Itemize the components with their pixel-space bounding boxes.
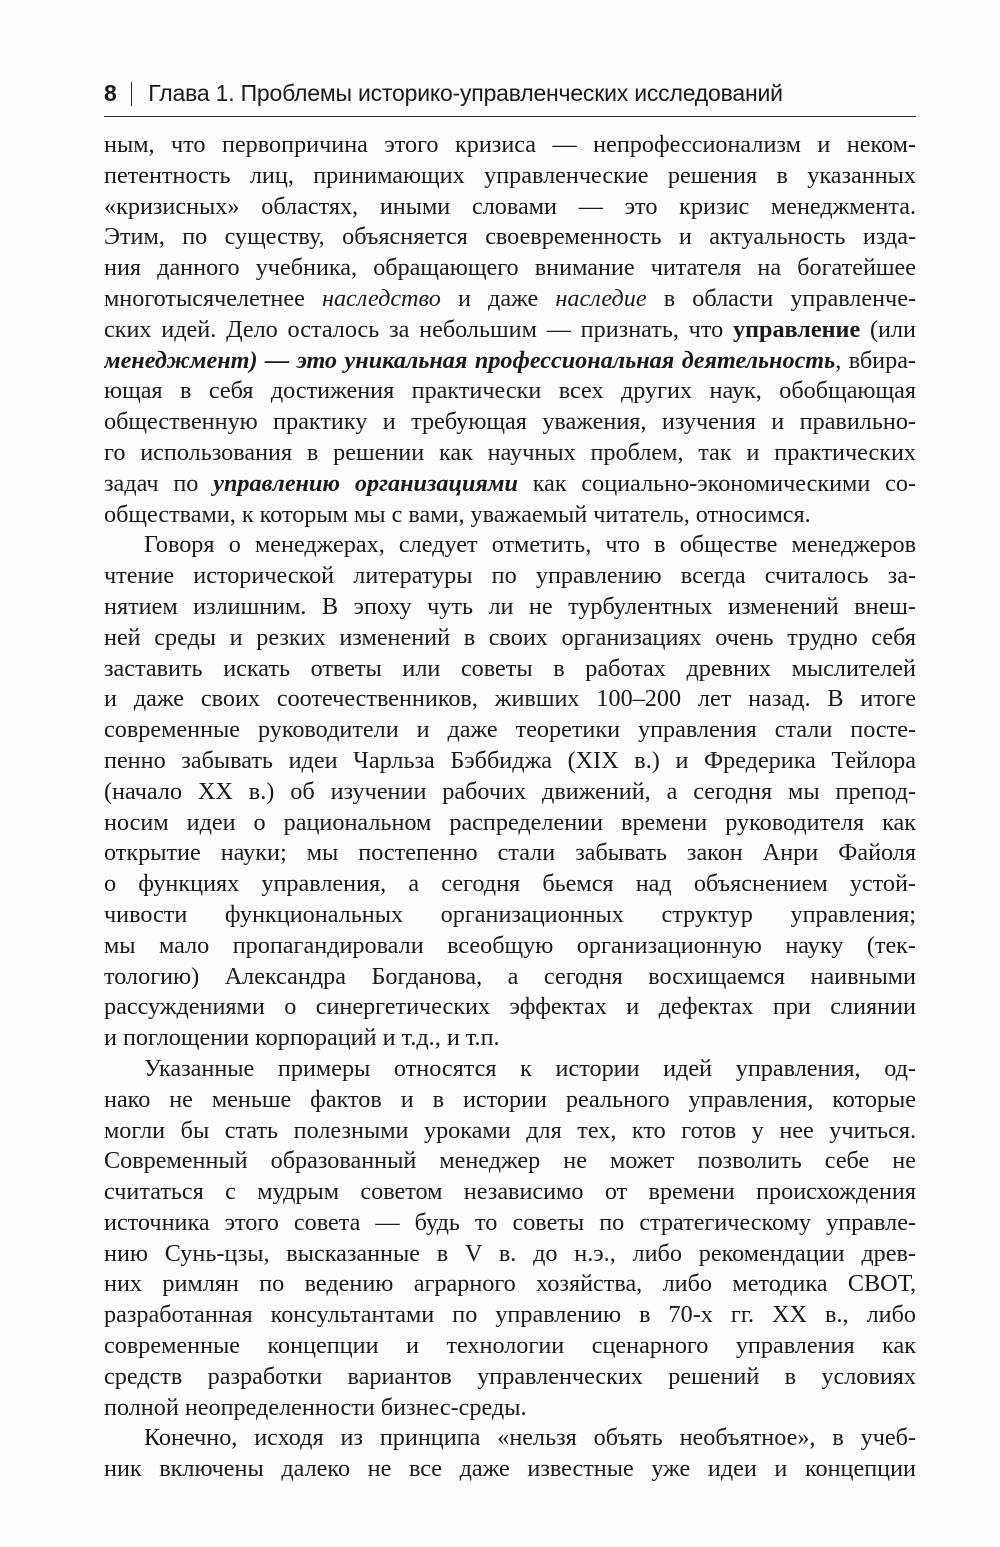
paragraph <box>104 530 916 1054</box>
text-line: считаться с мудрым советом независимо от времени происхождения <box>104 1178 916 1206</box>
paragraph <box>104 130 916 530</box>
text-line: современные руководители и даже теоретики управления стали посте- <box>104 716 916 744</box>
text-line: и даже своих соотечественников, живших 100–200 лет назад. В итоге <box>104 685 916 713</box>
text-span: как социально-экономическими со- <box>517 469 916 497</box>
italic-term: наследие <box>555 284 647 312</box>
text-span: ских идей. Дело осталось за небольшим — признать, что <box>104 315 733 343</box>
chapter-title: Глава 1. Проблемы историко-управленческих исследований <box>148 80 783 106</box>
text-line: нию Сунь-цзы, высказанные в V в. до н.э., либо рекомендации древ- <box>104 1239 916 1267</box>
text-line: Этим, по существу, объясняется своевременность и актуальность изда- <box>104 223 916 251</box>
text-line: полной неопределенности бизнес-среды. <box>104 1393 527 1421</box>
text-line: Конечно, исходя из принципа «нельзя объять необъятное», в учеб- <box>144 1424 916 1452</box>
page-number: 8 <box>104 80 117 106</box>
text-line: чивости функциональных организационных структур управления; <box>104 900 916 928</box>
text-line: тологию) Александра Богданова, а сегодня восхищаемся наивными <box>104 962 916 990</box>
text-line: общественную практику и требующая уважения, изучения и правильно- <box>104 408 916 436</box>
text-line <box>104 469 916 500</box>
paragraph <box>104 1054 916 1424</box>
text-line: мы мало пропагандировали всеобщую организационную науку (тек- <box>104 931 916 959</box>
body-text <box>104 130 916 1485</box>
text-line: обществами, к которым мы с вами, уважаемый читатель, относимся. <box>104 500 811 528</box>
text-line: нако не меньше фактов и в истории реального управления, которые <box>104 1085 916 1113</box>
text-line <box>104 315 916 346</box>
text-line: ния данного учебника, обращающего внимание читателя на богатейшее <box>104 254 916 282</box>
text-span: задач по <box>104 469 214 497</box>
text-line: нятием излишним. В эпоху чуть ли не турбулентных изменений внеш- <box>104 592 916 620</box>
italic-term: наследство <box>321 284 441 312</box>
text-line: петентность лиц, принимающих управленческие решения в указанных <box>104 161 916 189</box>
text-line: чтение исторической литературы по управлению всегда считалось за- <box>104 562 916 590</box>
text-span: , вбира- <box>835 346 916 374</box>
text-span: (или <box>860 315 916 343</box>
text-line: ным, что первопричина этого кризиса — непрофессионализм и неком- <box>104 131 916 158</box>
text-line: открытие науки; мы постепенно стали забывать закон Анри Файоля <box>104 839 916 867</box>
text-line: разработанная консультантами по управлению в 70-х гг. XX в., либо <box>104 1301 916 1329</box>
text-line: и поглощении корпораций и т.д., и т.п. <box>104 1024 500 1052</box>
text-line: Современный образованный менеджер не может позволить себе не <box>104 1147 916 1175</box>
text-line: о функциях управления, а сегодня бьемся над объяснением устой- <box>104 870 916 898</box>
text-line: Говоря о менеджерах, следует отметить, что в обществе менеджеров <box>144 531 916 559</box>
text-span: в области управленче- <box>646 284 916 312</box>
text-line: ющая в себя достижения практически всех других наук, обобщающая <box>104 377 916 405</box>
text-line <box>104 284 916 315</box>
text-line: современные концепции и технологии сценарного управления как <box>104 1332 916 1360</box>
text-line: Указанные примеры относятся к истории идей управления, од- <box>144 1054 916 1082</box>
text-line <box>104 346 916 377</box>
bold-term: управление <box>732 315 861 343</box>
text-line: средств разработки вариантов управленческих решений в условиях <box>104 1362 916 1390</box>
text-line: могли бы стать полезными уроками для тех, кто готов у нее учиться. <box>104 1116 916 1144</box>
text-line: источника этого совета — будь то советы по стратегическому управле- <box>104 1208 916 1236</box>
text-line: них римлян по ведению аграрного хозяйства, либо методика СВОТ, <box>104 1270 916 1298</box>
text-line: рассуждениями о синергетических эффектах и дефектах при слиянии <box>104 993 916 1021</box>
text-line: (начало XX в.) об изучении рабочих движений, а сегодня мы препод- <box>104 777 916 805</box>
running-header <box>104 80 916 117</box>
bold-italic-term: управлению организациями <box>213 469 518 497</box>
text-span: многотысячелетнее <box>104 284 322 312</box>
text-line: ней среды и резких изменений в своих организациях очень трудно себя <box>104 623 916 651</box>
text-line: «кризисных» областях, иными словами — это кризис менеджмента. <box>104 192 916 220</box>
text-line: пенно забывать идеи Чарльза Бэббиджа (XIX в.) и Фредерика Тейлора <box>104 746 916 774</box>
text-line: го использования в решении как научных проблем, так и практических <box>104 438 916 466</box>
paragraph <box>104 1423 916 1485</box>
header-separator <box>131 82 133 106</box>
text-line: ник включены далеко не все даже известные уже идеи и концепции <box>104 1455 916 1483</box>
bold-italic-definition: менеджмент) — это уникальная профессиональная деятельность <box>104 346 836 374</box>
text-line: заставить искать ответы или советы в работах древних мыслителей <box>104 654 916 682</box>
text-span: и даже <box>440 284 556 312</box>
text-line: носим идеи о рациональном распределении времени руководителя как <box>104 808 916 836</box>
